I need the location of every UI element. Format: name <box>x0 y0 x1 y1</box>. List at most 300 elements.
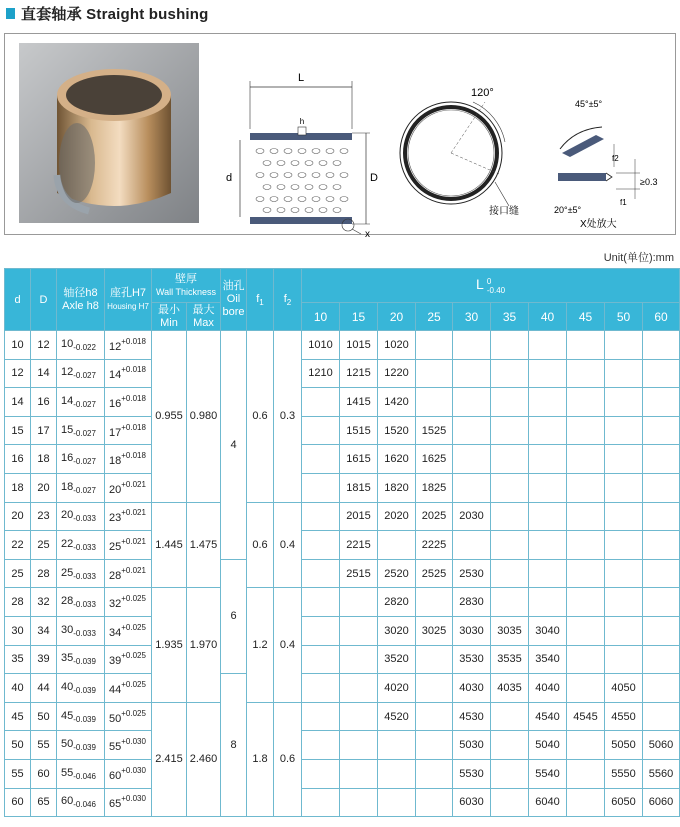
axle-tolerance: -0.027 <box>73 485 96 495</box>
cell-part-number: 3040 <box>529 616 567 645</box>
table-row <box>5 531 680 560</box>
length-header-35: 35 <box>491 303 529 331</box>
f2-label: f2 <box>612 154 619 163</box>
spec-table <box>4 268 680 817</box>
cell-part-number <box>340 588 378 617</box>
cell-big-d: 17 <box>31 416 57 445</box>
axle-value: 18 <box>61 480 74 493</box>
cell-part-number: 5530 <box>453 759 491 788</box>
cell-axle <box>57 331 105 360</box>
axle-value: 50 <box>61 738 74 751</box>
housing-value: 28 <box>109 569 122 582</box>
cell-part-number <box>416 331 453 360</box>
housing-tolerance: +0.018 <box>121 365 146 375</box>
chamfer-detail-drawing <box>540 89 675 229</box>
housing-value: 17 <box>109 426 122 439</box>
cell-wall-min: 2.415 <box>152 702 187 816</box>
length-letter: L <box>476 275 484 292</box>
page-header <box>6 2 209 24</box>
housing-tolerance: +0.018 <box>121 422 146 432</box>
housing-value: 60 <box>109 769 122 782</box>
cell-part-number: 1020 <box>378 331 416 360</box>
oil-en1: Oil <box>226 293 241 305</box>
cell-axle <box>57 674 105 703</box>
cell-part-number <box>491 359 529 388</box>
housing-value: 20 <box>109 483 122 496</box>
cell-part-number <box>340 702 378 731</box>
cell-housing <box>105 788 152 817</box>
cell-part-number <box>643 359 680 388</box>
cell-part-number <box>567 502 605 531</box>
cell-part-number: 6030 <box>453 788 491 817</box>
cell-part-number <box>302 616 340 645</box>
housing-value: 34 <box>109 626 122 639</box>
axle-tolerance: -0.046 <box>73 800 96 810</box>
cell-d: 60 <box>5 788 31 817</box>
cell-part-number: 2025 <box>416 502 453 531</box>
col-header-f1 <box>247 269 274 331</box>
cell-f2: 0.4 <box>274 588 302 702</box>
cell-big-d: 14 <box>31 359 57 388</box>
housing-value: 32 <box>109 598 122 611</box>
axle-cn: 轴径h8 <box>63 286 98 299</box>
length-header-15: 15 <box>340 303 378 331</box>
axle-value: 28 <box>61 595 74 608</box>
axle-tolerance: -0.022 <box>73 342 96 352</box>
cell-d: 10 <box>5 331 31 360</box>
cell-part-number <box>453 416 491 445</box>
cell-axle <box>57 359 105 388</box>
housing-tolerance: +0.025 <box>121 651 146 661</box>
cell-part-number: 2530 <box>453 559 491 588</box>
cell-big-d: 60 <box>31 759 57 788</box>
cell-part-number: 3540 <box>529 645 567 674</box>
cell-d: 55 <box>5 759 31 788</box>
cell-part-number <box>378 759 416 788</box>
cell-axle <box>57 731 105 760</box>
cell-part-number: 1220 <box>378 359 416 388</box>
cell-part-number: 4520 <box>378 702 416 731</box>
wall-cn: 壁厚 <box>175 272 197 285</box>
axle-tolerance: -0.033 <box>73 600 96 610</box>
cell-part-number <box>416 645 453 674</box>
table-row <box>5 759 680 788</box>
housing-value: 65 <box>109 798 122 811</box>
cell-axle <box>57 702 105 731</box>
cell-part-number: 1525 <box>416 416 453 445</box>
cell-part-number: 1625 <box>416 445 453 474</box>
dim-l-label: L <box>297 72 305 84</box>
cell-d: 40 <box>5 674 31 703</box>
cell-d: 45 <box>5 702 31 731</box>
cell-part-number <box>491 759 529 788</box>
cell-f2: 0.3 <box>274 331 302 503</box>
cell-part-number: 1415 <box>340 388 378 417</box>
housing-cn: 座孔H7 <box>109 286 147 299</box>
cell-part-number <box>529 359 567 388</box>
cell-housing <box>105 331 152 360</box>
housing-tolerance: +0.018 <box>121 451 146 461</box>
cell-part-number <box>302 388 340 417</box>
cell-part-number: 5560 <box>643 759 680 788</box>
housing-en: Housing H7 <box>107 301 149 311</box>
housing-tolerance: +0.025 <box>121 622 146 632</box>
cell-wall-max: 1.475 <box>187 502 221 588</box>
cell-part-number <box>529 588 567 617</box>
cell-d: 15 <box>5 416 31 445</box>
cell-part-number <box>643 674 680 703</box>
cell-part-number: 4550 <box>605 702 643 731</box>
cell-big-d: 39 <box>31 645 57 674</box>
cell-part-number <box>416 788 453 817</box>
axle-tolerance: -0.033 <box>73 542 96 552</box>
table-row <box>5 388 680 417</box>
cell-housing <box>105 388 152 417</box>
cell-part-number: 4540 <box>529 702 567 731</box>
cell-part-number: 3035 <box>491 616 529 645</box>
cell-part-number <box>643 445 680 474</box>
cell-part-number <box>340 645 378 674</box>
table-row <box>5 416 680 445</box>
cell-part-number <box>416 759 453 788</box>
f1-sub: 1 <box>259 297 264 307</box>
axle-tolerance: -0.033 <box>73 628 96 638</box>
cell-part-number <box>529 445 567 474</box>
cell-housing <box>105 674 152 703</box>
cell-part-number <box>491 445 529 474</box>
col-header-axle <box>57 269 105 331</box>
cell-part-number <box>567 445 605 474</box>
cell-part-number <box>378 731 416 760</box>
cell-big-d: 16 <box>31 388 57 417</box>
housing-value: 44 <box>109 683 122 696</box>
cell-f1: 0.6 <box>247 502 274 588</box>
cell-housing <box>105 473 152 502</box>
cell-part-number: 1815 <box>340 473 378 502</box>
cell-part-number <box>340 616 378 645</box>
cell-part-number <box>491 731 529 760</box>
cell-housing <box>105 502 152 531</box>
length-header-45: 45 <box>567 303 605 331</box>
cell-part-number: 2225 <box>416 531 453 560</box>
cell-part-number <box>643 588 680 617</box>
detail-x-label: x <box>365 229 370 239</box>
cell-part-number: 6040 <box>529 788 567 817</box>
cell-part-number <box>605 502 643 531</box>
cell-part-number <box>529 559 567 588</box>
housing-tolerance: +0.030 <box>121 765 146 775</box>
cell-part-number <box>567 759 605 788</box>
cell-part-number: 1515 <box>340 416 378 445</box>
cell-axle <box>57 788 105 817</box>
cell-part-number: 1615 <box>340 445 378 474</box>
cell-part-number <box>453 445 491 474</box>
axle-tolerance: -0.039 <box>73 685 96 695</box>
cell-axle <box>57 502 105 531</box>
cell-d: 35 <box>5 645 31 674</box>
bushing-end-view-drawing <box>395 82 535 222</box>
min-cn: 最小 <box>158 303 180 316</box>
cell-part-number: 1825 <box>416 473 453 502</box>
cell-part-number <box>302 674 340 703</box>
cell-part-number: 2525 <box>416 559 453 588</box>
cell-part-number <box>302 473 340 502</box>
housing-value: 16 <box>109 397 122 410</box>
length-tol-down: -0.40 <box>486 286 506 296</box>
cell-wall-min: 1.445 <box>152 502 187 588</box>
cell-part-number <box>302 588 340 617</box>
cell-part-number <box>643 645 680 674</box>
cell-part-number <box>416 359 453 388</box>
cell-big-d: 12 <box>31 331 57 360</box>
cell-part-number <box>567 588 605 617</box>
wall-en: Wall Thickness <box>155 286 217 297</box>
cell-part-number <box>605 559 643 588</box>
min-en: Min <box>160 316 178 329</box>
cell-part-number <box>453 359 491 388</box>
cell-part-number: 1420 <box>378 388 416 417</box>
axle-tolerance: -0.027 <box>73 399 96 409</box>
cell-big-d: 18 <box>31 445 57 474</box>
cell-part-number: 2020 <box>378 502 416 531</box>
cell-part-number: 1215 <box>340 359 378 388</box>
cell-d: 25 <box>5 559 31 588</box>
cell-part-number: 1015 <box>340 331 378 360</box>
housing-value: 55 <box>109 741 122 754</box>
title-marker <box>6 8 15 19</box>
dim-h-label: h <box>299 117 305 126</box>
cell-part-number: 4030 <box>453 674 491 703</box>
cell-part-number <box>491 388 529 417</box>
housing-tolerance: +0.018 <box>121 393 146 403</box>
cell-part-number <box>643 416 680 445</box>
axle-value: 35 <box>61 652 74 665</box>
cell-d: 16 <box>5 445 31 474</box>
cell-part-number: 2030 <box>453 502 491 531</box>
cell-part-number: 2820 <box>378 588 416 617</box>
cell-part-number: 3025 <box>416 616 453 645</box>
cell-part-number: 6060 <box>643 788 680 817</box>
cell-axle <box>57 759 105 788</box>
axle-tolerance: -0.027 <box>73 371 96 381</box>
housing-tolerance: +0.030 <box>121 794 146 804</box>
axle-value: 10 <box>61 337 74 350</box>
cell-housing <box>105 588 152 617</box>
cell-oil-bore: 8 <box>221 674 247 817</box>
f2-sub: 2 <box>286 297 292 307</box>
cell-part-number <box>416 674 453 703</box>
col-header-length <box>302 269 680 303</box>
cell-f2: 0.4 <box>274 502 302 588</box>
col-header-oil <box>221 269 247 331</box>
cell-wall-min: 1.935 <box>152 588 187 702</box>
axle-tolerance: -0.027 <box>73 428 96 438</box>
cell-axle <box>57 616 105 645</box>
page-title: 直套轴承 Straight bushing <box>21 5 209 23</box>
cell-axle <box>57 645 105 674</box>
cell-part-number <box>643 702 680 731</box>
cell-housing <box>105 559 152 588</box>
cell-part-number <box>643 616 680 645</box>
cell-part-number <box>491 559 529 588</box>
housing-tolerance: +0.021 <box>121 508 146 518</box>
cell-part-number: 2520 <box>378 559 416 588</box>
cell-part-number <box>643 559 680 588</box>
dim-d-label: d <box>226 172 233 184</box>
cell-part-number <box>567 674 605 703</box>
cell-big-d: 55 <box>31 731 57 760</box>
cell-part-number <box>302 788 340 817</box>
housing-value: 12 <box>109 340 122 353</box>
table-row <box>5 359 680 388</box>
cell-oil-bore: 4 <box>221 331 247 560</box>
cell-axle <box>57 588 105 617</box>
cell-part-number: 2215 <box>340 531 378 560</box>
cell-wall-min: 0.955 <box>152 331 187 503</box>
cell-part-number: 4035 <box>491 674 529 703</box>
cell-housing <box>105 531 152 560</box>
cell-part-number: 5550 <box>605 759 643 788</box>
cell-part-number <box>529 416 567 445</box>
cell-part-number <box>453 388 491 417</box>
cell-housing <box>105 759 152 788</box>
unit-label: Unit(单位):mm <box>603 252 674 264</box>
seam-label: 接口缝 <box>489 206 519 217</box>
cell-part-number: 3030 <box>453 616 491 645</box>
axle-value: 22 <box>61 537 74 550</box>
table-body <box>5 331 680 817</box>
cell-part-number <box>302 531 340 560</box>
table-row <box>5 645 680 674</box>
cell-axle <box>57 388 105 417</box>
angle-20-label: 20°±5° <box>554 205 582 215</box>
cell-part-number <box>567 416 605 445</box>
bushing-section-drawing <box>220 69 380 239</box>
housing-tolerance: +0.021 <box>121 536 146 546</box>
length-header-25: 25 <box>416 303 453 331</box>
cell-part-number <box>302 416 340 445</box>
cell-part-number <box>605 331 643 360</box>
cell-part-number <box>605 416 643 445</box>
cell-part-number <box>340 731 378 760</box>
cell-d: 50 <box>5 731 31 760</box>
table-row <box>5 445 680 474</box>
col-header-big-d: D <box>31 269 57 331</box>
cell-part-number: 1210 <box>302 359 340 388</box>
cell-part-number <box>302 445 340 474</box>
cell-big-d: 34 <box>31 616 57 645</box>
axle-value: 16 <box>61 452 74 465</box>
cell-part-number: 4545 <box>567 702 605 731</box>
cell-part-number <box>491 502 529 531</box>
cell-part-number <box>567 616 605 645</box>
table-row <box>5 702 680 731</box>
housing-value: 39 <box>109 655 122 668</box>
cell-part-number <box>605 445 643 474</box>
length-header-50: 50 <box>605 303 643 331</box>
cell-part-number <box>302 731 340 760</box>
cell-housing <box>105 702 152 731</box>
cell-part-number: 3520 <box>378 645 416 674</box>
bushing-photo <box>19 43 199 223</box>
cell-part-number <box>567 388 605 417</box>
cell-part-number: 2515 <box>340 559 378 588</box>
f1-label: f1 <box>620 198 627 207</box>
cell-axle <box>57 445 105 474</box>
cell-part-number <box>416 731 453 760</box>
table-row <box>5 616 680 645</box>
oil-cn: 油孔 <box>222 280 245 292</box>
cell-housing <box>105 616 152 645</box>
cell-part-number <box>567 473 605 502</box>
cell-part-number: 5030 <box>453 731 491 760</box>
axle-tolerance: -0.033 <box>73 514 96 524</box>
table-row <box>5 588 680 617</box>
cell-part-number: 5040 <box>529 731 567 760</box>
axle-tolerance: -0.039 <box>73 714 96 724</box>
cell-big-d: 32 <box>31 588 57 617</box>
cell-part-number <box>453 331 491 360</box>
cell-part-number <box>605 531 643 560</box>
cell-f2: 0.6 <box>274 702 302 816</box>
cell-part-number <box>529 331 567 360</box>
ge-03-label: ≥0.3 <box>640 177 658 187</box>
housing-value: 18 <box>109 455 122 468</box>
cell-part-number <box>567 359 605 388</box>
axle-value: 12 <box>61 366 74 379</box>
cell-part-number: 1520 <box>378 416 416 445</box>
cell-housing <box>105 359 152 388</box>
axle-value: 60 <box>61 795 74 808</box>
col-header-f2 <box>274 269 302 331</box>
housing-tolerance: +0.025 <box>121 594 146 604</box>
cell-oil-bore: 6 <box>221 559 247 673</box>
col-header-min <box>152 303 187 331</box>
cell-part-number <box>378 531 416 560</box>
col-header-wall <box>152 269 221 303</box>
cell-part-number <box>491 473 529 502</box>
cell-part-number: 5540 <box>529 759 567 788</box>
cell-part-number <box>567 731 605 760</box>
axle-value: 25 <box>61 566 74 579</box>
cell-wall-max: 0.980 <box>187 331 221 503</box>
length-header-40: 40 <box>529 303 567 331</box>
table-row <box>5 502 680 531</box>
f2-letter: f <box>283 292 287 305</box>
table-row <box>5 731 680 760</box>
housing-value: 50 <box>109 712 122 725</box>
oil-en2: bore <box>222 306 245 318</box>
cell-part-number: 3535 <box>491 645 529 674</box>
axle-tolerance: -0.039 <box>73 657 96 667</box>
housing-tolerance: +0.018 <box>121 336 146 346</box>
length-header-20: 20 <box>378 303 416 331</box>
cell-part-number: 2830 <box>453 588 491 617</box>
cell-wall-max: 2.460 <box>187 702 221 816</box>
cell-part-number <box>416 702 453 731</box>
cell-part-number <box>302 759 340 788</box>
length-header-10: 10 <box>302 303 340 331</box>
cell-part-number: 5050 <box>605 731 643 760</box>
axle-value: 15 <box>61 423 74 436</box>
cell-part-number: 2015 <box>340 502 378 531</box>
cell-axle <box>57 531 105 560</box>
cell-part-number <box>416 588 453 617</box>
axle-en: Axle h8 <box>62 299 99 312</box>
f1-letter: f <box>256 292 260 305</box>
cell-part-number <box>491 331 529 360</box>
table-row <box>5 559 680 588</box>
